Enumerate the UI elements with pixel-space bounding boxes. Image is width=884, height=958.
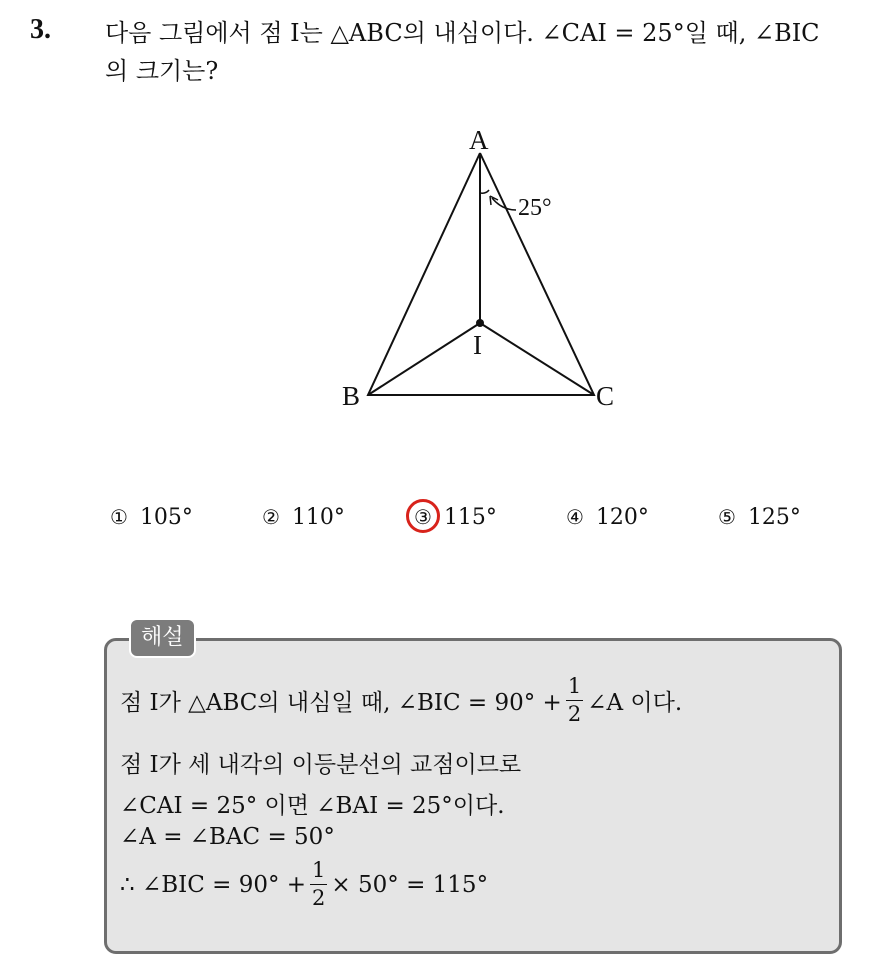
fraction-denominator: 2 — [567, 702, 582, 726]
incenter-label: I — [473, 330, 482, 360]
solution-line-3 — [120, 787, 505, 820]
solution-line-5-post: × 50° = 115° — [331, 871, 489, 898]
vertex-label-b: B — [342, 381, 361, 411]
solution-line-4-text: ∠A = ∠BAC = 50° — [120, 824, 335, 850]
vertex-label-c: C — [596, 381, 615, 411]
fraction-numerator: 1 — [566, 676, 583, 701]
choice-marker: ② — [262, 505, 280, 529]
choice-value: 115° — [443, 505, 497, 530]
choice-marker: ④ — [566, 505, 584, 529]
solution-line-1-post: ∠A 이다. — [587, 690, 683, 716]
fraction-numerator: 1 — [310, 860, 327, 885]
vertex-label-a: A — [469, 125, 489, 155]
solution-line-3-text: ∠CAI = 25° 이면 ∠BAI = 25°이다. — [120, 793, 505, 819]
choice-1[interactable] — [110, 505, 193, 530]
incenter-dot — [476, 319, 484, 327]
question-number: 3. — [30, 14, 51, 45]
angle-label: 25° — [518, 195, 552, 221]
choice-5[interactable] — [718, 505, 801, 530]
angle-arc — [480, 190, 489, 193]
solution-line-5 — [120, 860, 488, 909]
solution-tag: 해설 — [129, 618, 196, 658]
question-line-1: 다음 그림에서 점 I는 △ABC의 내심이다. ∠CAI = 25°일 때, ∠BIC — [105, 19, 820, 47]
choice-value: 120° — [595, 505, 649, 530]
choice-2[interactable] — [262, 505, 345, 530]
choice-value: 105° — [139, 505, 193, 530]
choice-3[interactable] — [414, 505, 497, 530]
fraction-half — [310, 860, 327, 909]
fraction-half — [566, 676, 583, 725]
choice-marker: ③ — [414, 505, 432, 529]
solution-line-4 — [120, 824, 335, 850]
answer-circle-mark — [406, 499, 440, 533]
solution-line-5-pre: ∴ ∠BIC = 90° + — [120, 871, 307, 898]
solution-line-2 — [120, 746, 521, 779]
choice-4[interactable] — [566, 505, 649, 530]
question-line-2: 의 크기는? — [105, 57, 219, 85]
solution-line-2-text: 점 I가 세 내각의 이등분선의 교점이므로 — [120, 752, 522, 778]
choice-marker: ⑤ — [718, 505, 736, 529]
choice-marker: ① — [110, 505, 128, 529]
choice-value: 125° — [747, 505, 801, 530]
triangle-figure — [0, 0, 884, 470]
solution-line-1 — [120, 676, 682, 725]
fraction-denominator: 2 — [312, 886, 326, 910]
choice-value: 110° — [291, 505, 345, 530]
solution-line-1-pre: 점 I가 △ABC의 내심일 때, ∠BIC = 90° + — [120, 690, 562, 716]
